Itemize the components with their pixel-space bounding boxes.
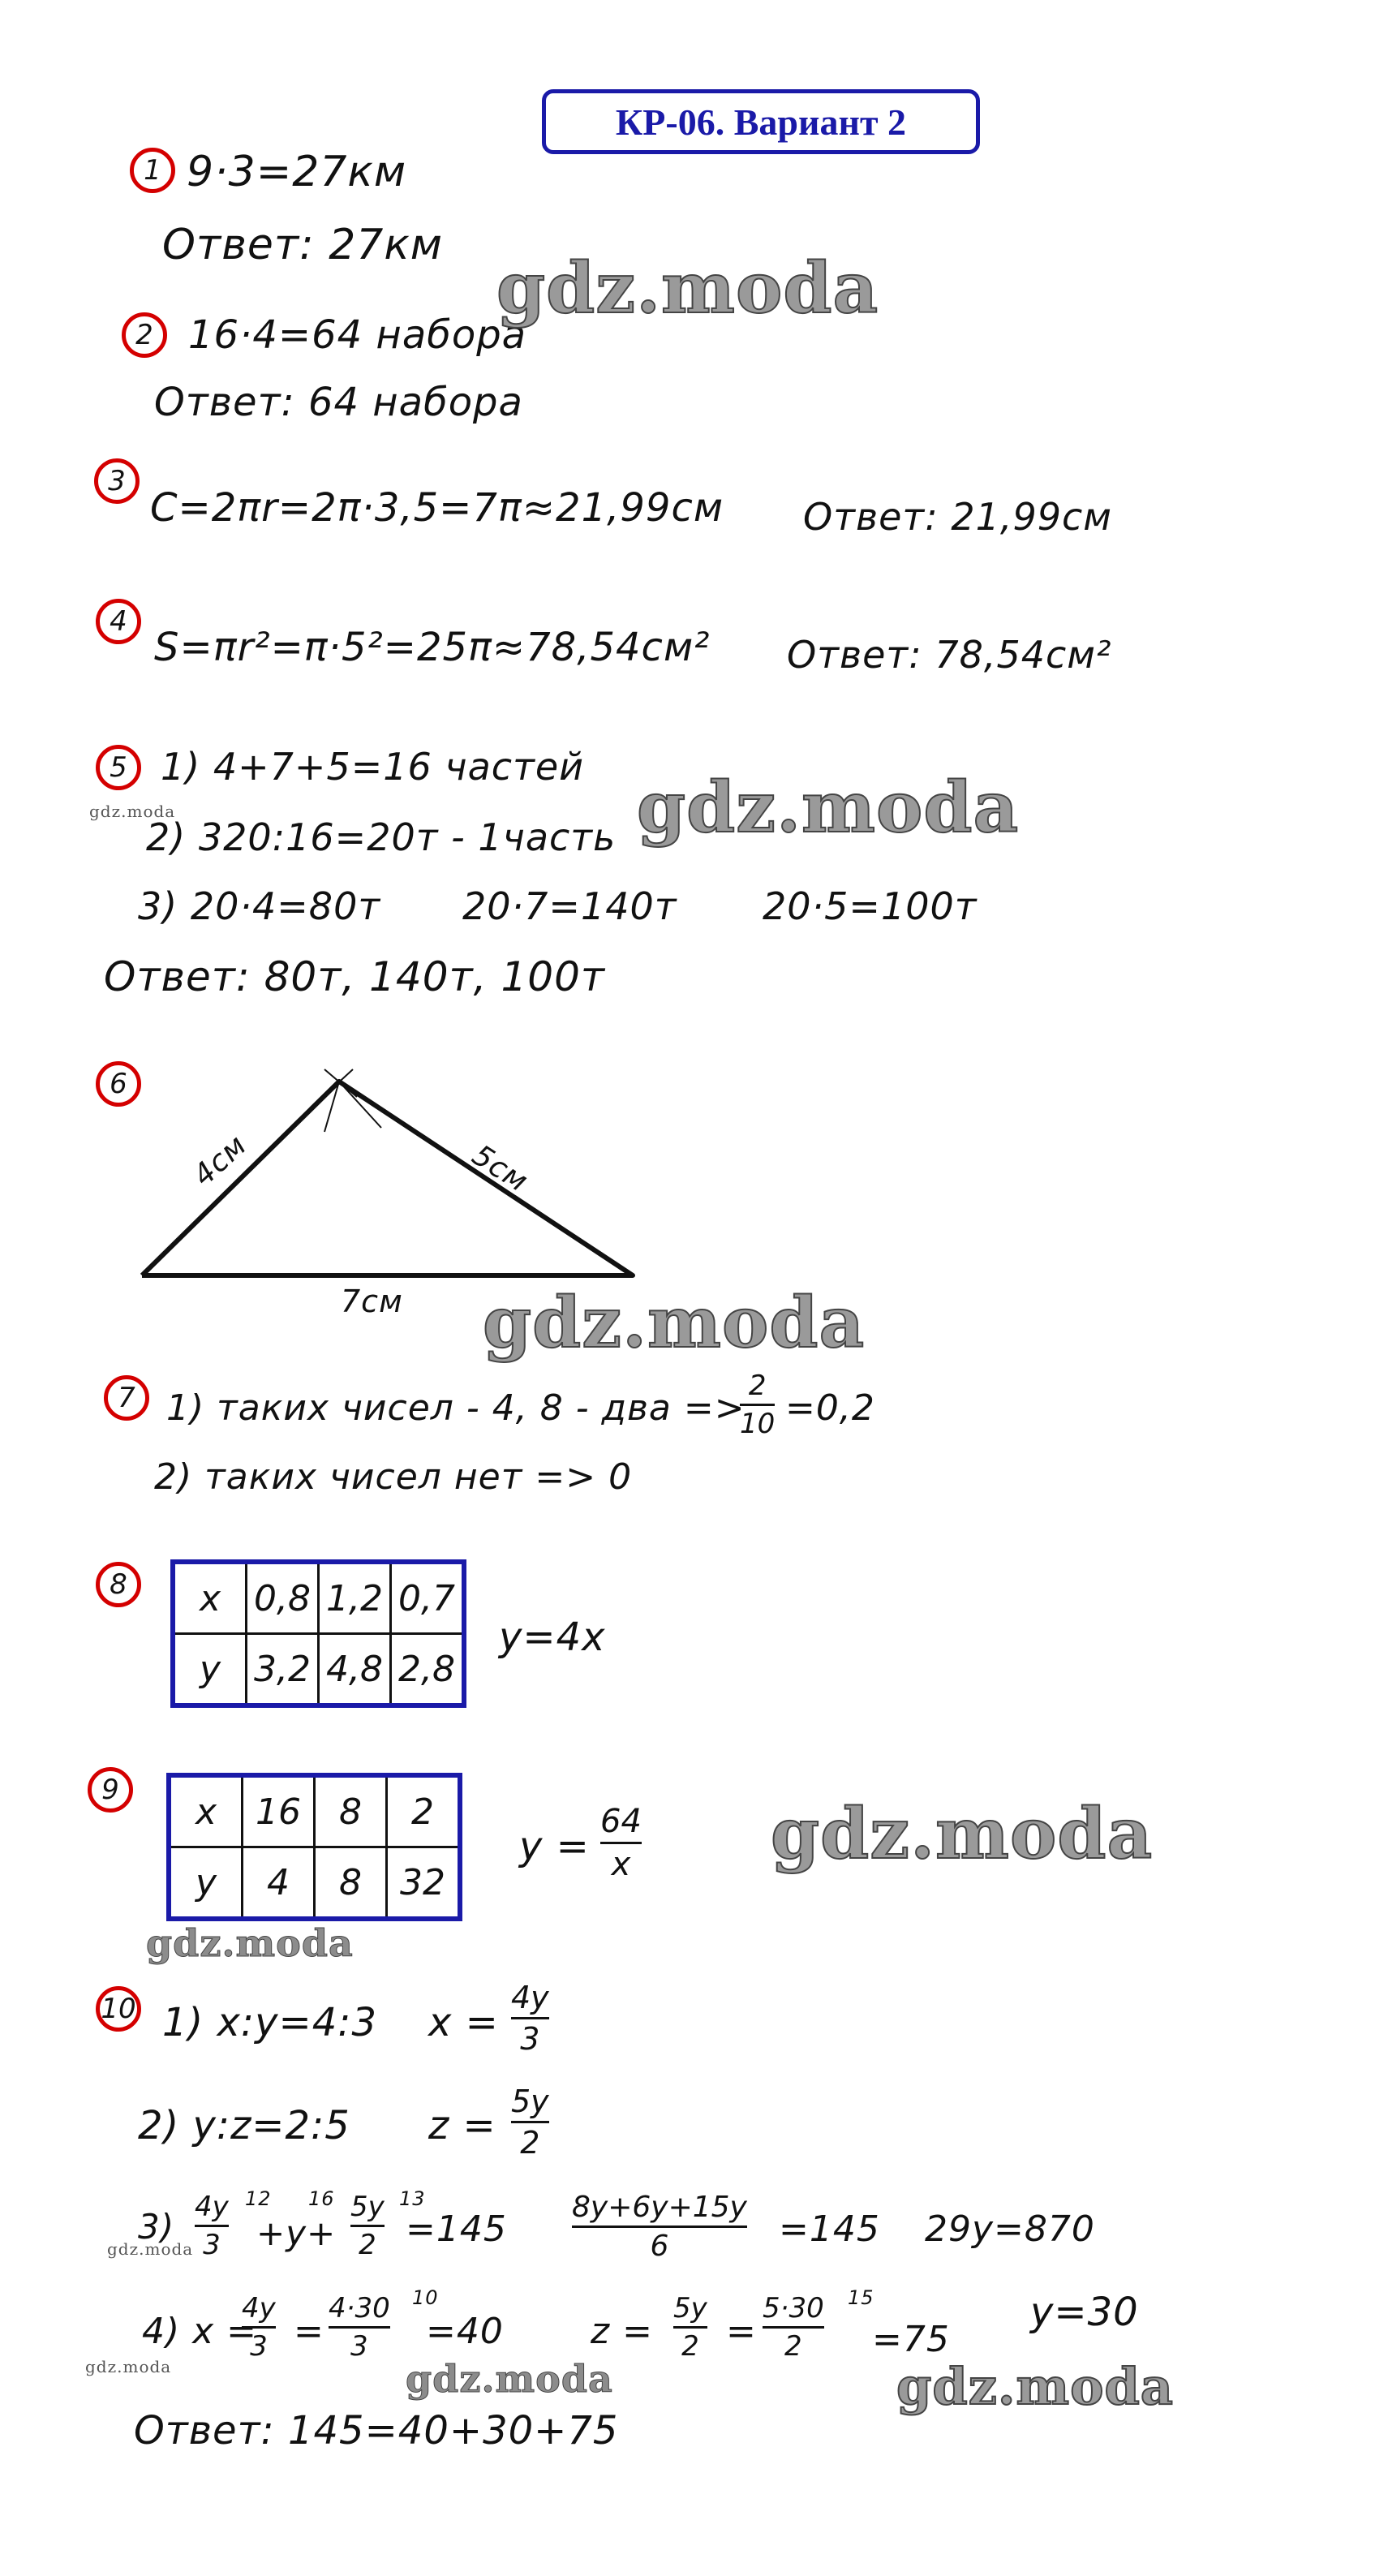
table-cell: y [173, 1634, 247, 1706]
frac-den: 6 [650, 2230, 669, 2263]
p10-y30: y=30 [1030, 2290, 1139, 2335]
fraction-bar [350, 2225, 385, 2227]
fraction-bar [572, 2226, 747, 2228]
p9-fraction [600, 1803, 642, 1883]
fraction-bar [511, 2017, 549, 2019]
p7-line1: 1) таких чисел - 4, 8 - два => [166, 1387, 746, 1429]
table-cell: 1,2 [319, 1562, 391, 1634]
triangle-side-b: 5см [466, 1138, 535, 1199]
table-cell: 32 [387, 1847, 461, 1920]
p10-frac4a [242, 2292, 276, 2363]
p5-line1: 1) 4+7+5=16 частей [161, 745, 585, 789]
sup-12: 12 [245, 2187, 272, 2210]
p10-line4-z-result: =75 [872, 2319, 950, 2360]
frac-num: 4y [195, 2191, 229, 2223]
fraction-bar [195, 2225, 229, 2227]
fraction-bar [242, 2326, 276, 2329]
frac-num: 4y [242, 2292, 276, 2324]
watermark: gdz.moda [896, 2357, 1174, 2416]
problem-number-8: 8 [96, 1562, 141, 1607]
problem-number-2: 2 [122, 312, 167, 358]
frac-den: 3 [520, 2021, 540, 2057]
p10-frac3b [350, 2191, 385, 2261]
p1-answer: Ответ: 27км [162, 221, 444, 269]
problem-number-5: 5 [96, 745, 141, 790]
table-cell: 16 [243, 1775, 315, 1847]
sup-13: 13 [399, 2187, 426, 2210]
frac-den: 2 [784, 2330, 802, 2363]
watermark: gdz.moda [637, 767, 1020, 849]
p3-line1: C=2πr=2π·3,5=7π≈21,99см [150, 485, 724, 531]
problem-number-7: 7 [104, 1375, 149, 1421]
p5-line2: 2) 320:16=20т - 1часть [146, 815, 617, 859]
table-row [169, 1847, 460, 1920]
table-cell: 8 [315, 1847, 387, 1920]
p8-formula: y=4x [499, 1615, 606, 1660]
watermark: gdz.moda [406, 2357, 613, 2401]
p5-line3b: 20·7=140т [462, 884, 677, 928]
frac-num: 5y [350, 2191, 385, 2223]
p10-frac1 [511, 1980, 549, 2057]
p4-answer: Ответ: 78,54см² [787, 633, 1112, 677]
watermark: gdz.moda [146, 1921, 354, 1965]
frac-den: 3 [250, 2330, 268, 2363]
problem-number-4: 4 [96, 599, 141, 644]
table-row [169, 1775, 460, 1847]
p10-line3-result: 29y=870 [925, 2208, 1095, 2250]
p10-line3-eq: =145 [406, 2208, 507, 2250]
p4-line1: S=πr²=π·5²=25π≈78,54см² [154, 625, 711, 670]
table-cell: 4,8 [319, 1634, 391, 1706]
p2-line1: 16·4=64 набора [188, 312, 527, 358]
p10-frac2 [511, 2084, 549, 2161]
fraction-bar [600, 1842, 642, 1844]
p1-line1: 9·3=27км [187, 148, 407, 196]
fraction-bar [740, 1404, 775, 1406]
p10-frac3c [572, 2191, 747, 2263]
p5-answer: Ответ: 80т, 140т, 100т [104, 953, 606, 1000]
p9-formula-left: y = [519, 1824, 590, 1869]
p7-line2: 2) таких чисел нет => 0 [154, 1456, 633, 1498]
table-cell: x [169, 1775, 243, 1847]
p10-answer: Ответ: 145=40+30+75 [134, 2408, 619, 2453]
table-cell: 0,8 [247, 1562, 319, 1634]
p10-frac4d [763, 2292, 824, 2363]
table-row [173, 1562, 464, 1634]
p10-line4-label: 4) x = [142, 2311, 258, 2352]
watermark: gdz.moda [107, 2239, 194, 2259]
page-title: КР-06. Вариант 2 [615, 101, 907, 143]
frac-num: 4y [511, 1980, 549, 2015]
sup-16: 16 [308, 2187, 335, 2210]
fraction-bar [511, 2121, 549, 2123]
p9-frac-den: x [611, 1846, 631, 1883]
p10-line3-label: 3) [138, 2207, 175, 2247]
p10-line4-x-result: =40 [426, 2311, 504, 2352]
problem-number-10: 10 [96, 1986, 141, 2032]
p10-line4-eq1: = [294, 2311, 324, 2352]
p10-line3-plus: +y+ [256, 2213, 337, 2253]
table-cell: x [173, 1562, 247, 1634]
p10-frac4c [673, 2292, 707, 2363]
problem-number-9: 9 [88, 1767, 133, 1813]
fraction-bar [763, 2326, 824, 2329]
p5-line3c: 20·5=100т [763, 884, 978, 928]
fraction-bar [329, 2326, 390, 2329]
table-cell: y [169, 1847, 243, 1920]
table-cell: 2,8 [391, 1634, 465, 1706]
p10-frac4b [329, 2292, 390, 2363]
frac-den: 3 [350, 2330, 368, 2363]
p9-frac-num: 64 [600, 1803, 642, 1840]
watermark: gdz.moda [89, 802, 176, 821]
p10-line2-z: z = [428, 2103, 496, 2148]
frac-num: 5y [511, 2084, 549, 2119]
frac-den: 2 [520, 2125, 540, 2161]
p10-line2: 2) y:z=2:5 [138, 2103, 350, 2148]
problem-number-6: 6 [96, 1061, 141, 1107]
table-cell: 3,2 [247, 1634, 319, 1706]
p10-line3-eq2: =145 [779, 2208, 880, 2250]
problem-number-1: 1 [130, 148, 175, 193]
table-cell: 4 [243, 1847, 315, 1920]
p10-line4-eq2: = [726, 2311, 757, 2352]
p5-line3a: 3) 20·4=80т [138, 884, 381, 928]
watermark: gdz.moda [771, 1793, 1154, 1875]
fraction-bar [673, 2326, 707, 2329]
p2-answer: Ответ: 64 набора [154, 380, 523, 425]
table-row [173, 1634, 464, 1706]
frac-den: 3 [203, 2229, 221, 2261]
p7-fraction [740, 1370, 775, 1440]
triangle-side-c: 7см [341, 1284, 403, 1319]
frac-num: 5·30 [763, 2292, 824, 2324]
table-cell: 0,7 [391, 1562, 465, 1634]
p3-answer: Ответ: 21,99см [803, 495, 1113, 539]
problem-number-3: 3 [94, 458, 140, 504]
watermark: gdz.moda [483, 1282, 866, 1364]
p7-frac-num: 2 [748, 1370, 767, 1402]
frac-num: 8y+6y+15y [572, 2191, 747, 2224]
frac-num: 4·30 [329, 2292, 390, 2324]
sup-10: 10 [412, 2286, 439, 2309]
p10-line4-z: z = [591, 2311, 653, 2352]
frac-den: 2 [359, 2229, 376, 2261]
table-cell: 8 [315, 1775, 387, 1847]
p10-line1-x: x = [428, 2000, 499, 2045]
table-p8 [170, 1559, 466, 1708]
table-cell: 2 [387, 1775, 461, 1847]
p7-line1-result: =0,2 [785, 1387, 875, 1429]
sup-15: 15 [848, 2286, 874, 2309]
table-p9 [166, 1773, 462, 1921]
p7-frac-den: 10 [740, 1408, 776, 1440]
watermark: gdz.moda [496, 247, 879, 329]
watermark: gdz.moda [85, 2357, 172, 2376]
frac-den: 2 [681, 2330, 699, 2363]
p10-frac3a [195, 2191, 229, 2261]
triangle-side-a: 4см [187, 1128, 254, 1193]
p10-line1: 1) x:y=4:3 [162, 2000, 377, 2045]
frac-num: 5y [673, 2292, 707, 2324]
